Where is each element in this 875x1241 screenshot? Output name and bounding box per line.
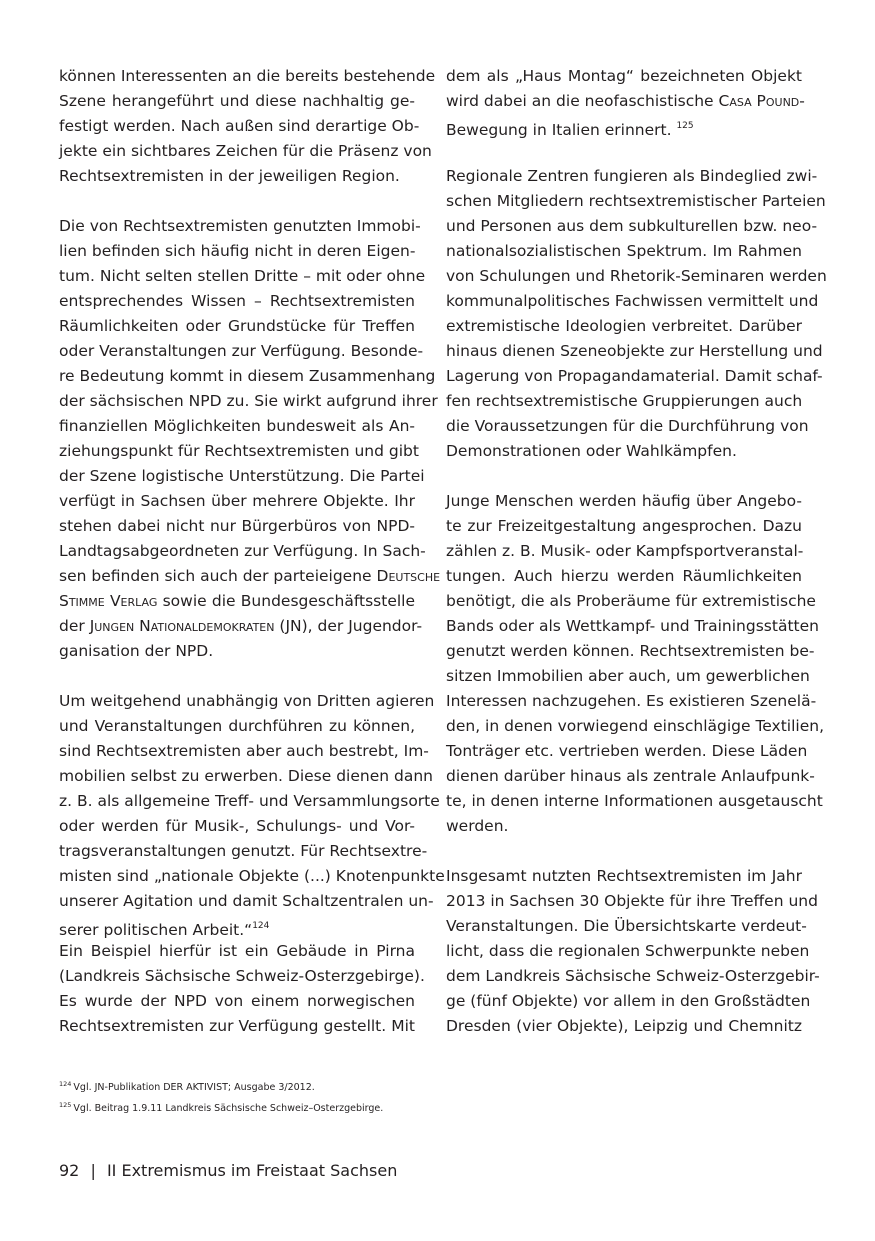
paragraph-gap [446,464,802,489]
text-line: Räumlichkeiten oder Grundstücke für Treffen [59,317,415,335]
paragraph-left-3 [59,689,445,939]
text-segment: wird dabei an die neofaschistische [446,92,719,110]
page-footer [59,1160,397,1182]
text-line [59,914,415,939]
text-line: sind Rechtsextremisten aber auch bestrebt, Im- [59,742,429,760]
text-line: hinaus dienen Szeneobjekte zur Herstellung und [446,342,823,360]
text-line: verfügt in Sachsen über mehrere Objekte. Ihr [59,492,415,510]
text-line: nationalsozialistischen Spektrum. Im Rahmen [446,242,802,260]
text-line: Lagerung von Propagandamaterial. Damit schaf- [446,367,823,385]
text-segment: Bewegung in Italien erinnert. [446,121,672,139]
text-segment: sen befinden sich auch der parteieigene [59,567,377,585]
paragraph-gap [446,139,802,164]
organisation-name: Jungen Nationaldemokraten [89,617,275,635]
text-line: können Interessenten an die bereits bestehende [59,67,436,85]
text-line: unserer Agitation und damit Schaltzentralen un- [59,892,434,910]
text-line: z. B. als allgemeine Treff- und Versammlungsorte [59,792,440,810]
footnote-text: Vgl. Beitrag 1.9.11 Landkreis Sächsische Schweiz–Osterzgebirge. [73,1103,384,1114]
text-line: ganisation der NPD. [59,642,214,660]
text-line: Die von Rechtsextremisten genutzten Immobi- [59,217,421,235]
text-line: dem Landkreis Sächsische Schweiz-Osterzgebir- [446,967,820,985]
text-line: oder werden für Musik-, Schulungs- und Vor- [59,817,415,835]
text-segment: serer politischen Arbeit.“ [59,921,253,939]
paragraph-right-2 [446,164,827,464]
text-line [446,89,805,114]
text-line [59,564,441,589]
movement-name: Casa Pound- [718,92,805,110]
paragraph-left-4 [59,939,425,1039]
paragraph-right-4 [446,864,820,1039]
text-line: und Personen aus dem subkulturellen bzw. neo- [446,217,818,235]
text-line: extremistische Ideologien verbreitet. Darüber [446,317,802,335]
text-line: von Schulungen und Rhetorik-Seminaren werden [446,267,827,285]
text-segment: der [59,617,90,635]
text-line: mobilien selbst zu erwerben. Diese dienen dann [59,767,433,785]
text-line: die Voraussetzungen für die Durchführung von [446,417,809,435]
publisher-name: Stimme Verlag [59,592,158,610]
text-line: dienen darüber hinaus als zentrale Anlaufpunk- [446,767,815,785]
text-line: Rechtsextremisten zur Verfügung gestellt. Mit [59,1017,415,1035]
footnote-reference: 125 [676,121,694,131]
text-line: werden. [446,817,509,835]
text-line: schen Mitgliedern rechtsextremistischer Parteien [446,192,826,210]
paragraph-right-1 [446,64,805,139]
text-line: fen rechtsextremistische Gruppierungen auch [446,392,803,410]
text-line: Rechtsextremisten in der jeweiligen Region. [59,167,400,185]
text-line: finanziellen Möglichkeiten bundesweit als An- [59,417,415,435]
text-line: re Bedeutung kommt in diesem Zusammenhang [59,367,436,385]
text-line: licht, dass die regionalen Schwerpunkte neben [446,942,810,960]
footer-separator: | [90,1161,96,1180]
text-line: Demonstrationen oder Wahlkämpfen. [446,442,737,460]
text-line: den, in denen vorwiegend einschlägige Textilien, [446,717,825,735]
text-line: jekte ein sichtbares Zeichen für die Präsenz von [59,142,432,160]
footnote-124 [59,1076,819,1096]
text-line: oder Veranstaltungen zur Verfügung. Besonde- [59,342,424,360]
text-line: Dresden (vier Objekte), Leipzig und Chemnitz [446,1017,802,1035]
paragraph-gap [59,189,415,214]
section-title: II Extremismus im Freistaat Sachsen [106,1161,398,1180]
text-line: festigt werden. Nach außen sind derartige Ob- [59,117,420,135]
text-line: dem als „Haus Montag“ bezeichneten Objekt [446,67,802,85]
text-segment: sowie die Bundesgeschäftsstelle [157,592,415,610]
footnote-reference: 124 [252,921,270,931]
page-number: 92 [59,1161,80,1180]
text-line: der sächsischen NPD zu. Sie wirkt aufgrund ihrer [59,392,438,410]
text-line [59,589,415,614]
text-line: entsprechendes Wissen – Rechtsextremisten [59,292,415,310]
footnote-text: Vgl. JN-Publikation DER AKTIVIST; Ausgabe 3/2012. [73,1082,315,1093]
text-line: ge (fünf Objekte) vor allem in den Großstädten [446,992,811,1010]
text-line: kommunalpolitisches Fachwissen vermittelt und [446,292,819,310]
text-line: Landtagsabgeordneten zur Verfügung. In Sach- [59,542,426,560]
text-line: sitzen Immobilien aber auch, um gewerblichen [446,667,810,685]
paragraph-left-2 [59,214,441,664]
text-line: Junge Menschen werden häufig über Angebo- [446,492,802,510]
text-line [446,114,802,139]
text-line: Um weitgehend unabhängig von Dritten agieren [59,692,435,710]
text-line: Ein Beispiel hierfür ist ein Gebäude in Pirna [59,942,415,960]
right-column [446,64,827,1039]
paragraph-left-1 [59,64,436,189]
text-line: stehen dabei nicht nur Bürgerbüros von NPD- [59,517,415,535]
text-line: Regionale Zentren fungieren als Bindeglied zwi- [446,167,818,185]
paragraph-gap [446,839,802,864]
left-column [59,64,445,1039]
footnote-number: 125 [59,1101,72,1109]
text-line: und Veranstaltungen durchführen zu können, [59,717,415,735]
paragraph-right-3 [446,489,825,839]
text-line: Szene herangeführt und diese nachhaltig ge- [59,92,415,110]
text-line: ziehungspunkt für Rechtsextremisten und gibt [59,442,419,460]
text-line: Insgesamt nutzten Rechtsextremisten im Jahr [446,867,802,885]
text-line: Interessen nachzugehen. Es existieren Szenelä- [446,692,817,710]
text-line: Es wurde der NPD von einem norwegischen [59,992,415,1010]
text-line: misten sind „nationale Objekte (...) Knotenpunkte [59,867,445,885]
text-line: tungen. Auch hierzu werden Räumlichkeiten [446,567,802,585]
text-line: te, in denen interne Informationen ausgetauscht [446,792,823,810]
text-line: te zur Freizeitgestaltung angesprochen. Dazu [446,517,802,535]
text-line [59,614,423,639]
footnote-number: 124 [59,1080,72,1088]
text-line: genutzt werden können. Rechtsextremisten be- [446,642,815,660]
paragraph-gap [59,664,415,689]
text-line: (Landkreis Sächsische Schweiz-Osterzgebirge). [59,967,425,985]
text-line: tum. Nicht selten stellen Dritte – mit oder ohne [59,267,426,285]
text-line: Tonträger etc. vertrieben werden. Diese Läden [446,742,808,760]
text-line: benötigt, die als Proberäume für extremistische [446,592,816,610]
text-segment: (JN), der Jugendor- [274,617,423,635]
text-line: tragsveranstaltungen genutzt. Für Rechtsextre- [59,842,428,860]
text-line: lien befinden sich häufig nicht in deren Eigen- [59,242,416,260]
text-line: Bands oder als Wettkampf- und Trainingsstätten [446,617,819,635]
footnote-125 [59,1097,819,1117]
publisher-name: Deutsche [376,567,441,585]
text-line: 2013 in Sachsen 30 Objekte für ihre Treffen und [446,892,818,910]
text-line: Veranstaltungen. Die Übersichtskarte verdeut- [446,917,807,935]
text-line: der Szene logistische Unterstützung. Die Partei [59,467,425,485]
text-line: zählen z. B. Musik- oder Kampfsportveranstal- [446,542,804,560]
